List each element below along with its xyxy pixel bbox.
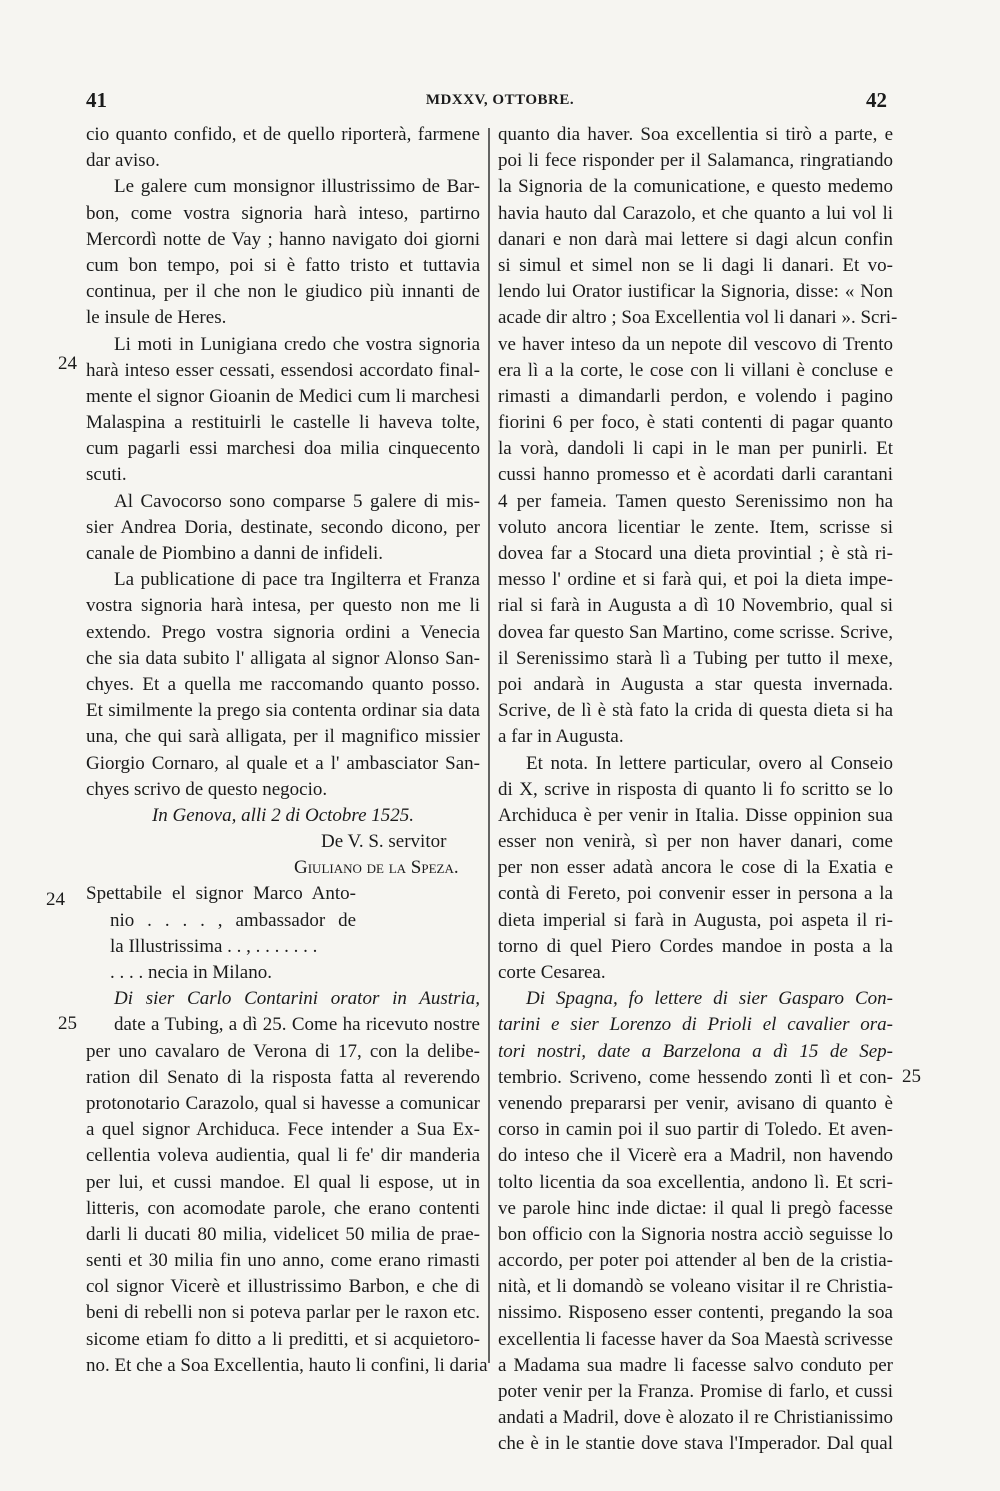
text-line: beni di rebelli non si poteva parlar per le raxon etc. — [86, 1302, 480, 1324]
text-line: Le galere cum monsignor illustrissimo de Bar- — [114, 176, 480, 198]
text-line: extendo. Prego vostra signoria ordini a Venecia — [86, 621, 480, 643]
text-line: date a Tubing, a dì 25. Come ha ricevuto nostre — [114, 1014, 480, 1036]
text-line: era lì a la corte, le cose con li villani è concluse e — [498, 359, 893, 381]
text-line: dar aviso. — [86, 150, 160, 172]
text-line: dovea far a Stocard una dieta provintial ; è stà ri- — [498, 543, 893, 564]
text-line: darli li ducati 80 milia, videlicet 50 milia de prae- — [86, 1223, 480, 1245]
text-line: bon officio con la Signoria nostra acciò seguisse lo — [498, 1223, 893, 1245]
text-line: nità, et li domandò se voleano visitar il re Christia- — [498, 1276, 893, 1298]
text-line: ve haver inteso da un nepote dil vescovo di Trento — [498, 333, 893, 355]
text-line: per non esser adatà ancora le cose di la Exatia e — [498, 857, 893, 879]
text-line: cussi hanno promesso et è acordati darli carantani — [498, 464, 893, 486]
signature-line: De V. S. servitor — [321, 831, 447, 853]
text-line: vostra signoria harà intesa, per questo non me li — [86, 595, 480, 617]
running-header: MDXXV, OTTOBRE. — [425, 92, 575, 108]
entry-heading: Di sier Carlo Contarini orator in Austria, — [114, 988, 480, 1010]
margin-note: 25 — [58, 1013, 77, 1034]
text-line: 4 per fameia. Tamen questo Serenissimo non ha — [498, 490, 893, 512]
text-line: torno di quel Piero Cordes mandoe in posta a la — [498, 935, 893, 957]
text-line: la vorà, dandoli li capi in le man per punirli. Et — [498, 438, 893, 460]
text-line: per lui, et cussi mandoe. El qual li espose, ut in — [86, 1171, 480, 1193]
margin-note: 24 — [58, 353, 77, 374]
text-line: protonotario Carazolo, qual si havesse a comunicar — [86, 1092, 480, 1114]
text-line: una, che qui sarà alligata, per il magnifico missier — [86, 726, 480, 748]
text-line: rial si farà in Augusta a dì 10 Novembrio, qual si — [498, 595, 893, 617]
text-line: bon, come vostra signoria harà inteso, partirno — [86, 202, 480, 224]
right-page-number: 42 — [866, 88, 887, 112]
text-line: danari e non darà mai lettere si dagi alcun confin — [498, 228, 893, 250]
right-column — [498, 122, 898, 1458]
text-line: a Madama sua madre li facesse salvo conduto per — [498, 1354, 893, 1376]
text-line: corso in camin poi il suo partir di Toledo. Et aven- — [498, 1119, 893, 1141]
text-line: voluto ancora licentiar le zente. Item, scrisse si — [498, 516, 893, 538]
text-line: per uno cavalaro de Verona di 17, con la delibe- — [86, 1040, 480, 1062]
text-line: cio quanto confido, et de quello riporterà, farmene — [86, 124, 480, 145]
text-line: tolto licentia da soa excellentia, andono lì. Et scri- — [498, 1171, 893, 1193]
text-line: dieta imperial si farà in Augusta, poi aspeta il ri- — [498, 909, 893, 931]
text-line: continua, per il che non le giudico più innanti de — [86, 281, 480, 303]
text-line: chyes. Et a quella me raccomando quanto posso. — [86, 673, 480, 695]
text-line: lendo lui Orator iustificar la Signoria, disse: « Non — [498, 281, 893, 303]
text-line: corte Cesarea. — [498, 962, 606, 983]
text-line: havia hauto dal Carazolo, et che quanto a lui vol li — [498, 202, 893, 224]
text-line: la Signoria de la comunicatione, e questo medemo — [498, 176, 893, 198]
text-line: cum pagarli essi marchesi doa milia cinquecento — [86, 438, 480, 460]
text-line: venendo prepararsi per venir, avisano di quanto è — [498, 1092, 893, 1114]
text-line: a far in Augusta. — [498, 726, 624, 748]
text-line: le insule de Heres. — [86, 307, 227, 329]
text-line: cellentia voleva audientia, qual li fe' dir manderia — [86, 1145, 480, 1167]
text-line: cum bon tempo, poi si è fatto tristo et tuttavia — [86, 254, 480, 276]
text-line: canale de Piombino a danni de infideli. — [86, 543, 384, 564]
text-line: Archiduca è per venir in Italia. Disse oppinion sua — [498, 804, 893, 826]
entry-heading: Di Spagna, fo lettere di sier Gasparo Con- — [526, 988, 893, 1010]
left-column — [86, 122, 488, 1379]
text-line: Giorgio Cornaro, al quale et a l' ambasciator San- — [86, 752, 480, 774]
text-line: accordo, per poter poi attender al ben de la cristia- — [498, 1250, 893, 1272]
text-line: poter venir per la Franza. Promise di farlo, et cussi — [498, 1381, 893, 1402]
text-line: Mercordì notte de Vay ; hanno navigato doi giorni — [86, 228, 480, 250]
text-line: La publicatione di pace tra Ingilterra et Franza — [114, 569, 480, 591]
text-line: rimasti a dimandarli perdon, e volendo i pagino — [498, 385, 893, 407]
text-line: no. Et che a Soa Excellentia, hauto li confini, li daria — [86, 1354, 488, 1376]
text-line: excellentia li facesse haver da Soa Maestà scrivesse — [498, 1328, 893, 1350]
text-line: col signor Vicerè et illustrissimo Barbon, e che di — [86, 1276, 480, 1298]
text-line: contà di Fereto, poi convenir esser in persona a la — [498, 883, 893, 905]
text-line: scuti. — [86, 464, 127, 486]
text-line: do inteso che il Vicerè era a Madril, non havendo — [498, 1145, 893, 1167]
dateline: In Genova, alli 2 di Octobre 1525. — [151, 804, 415, 826]
entry-heading: tarini e sier Lorenzo di Prioli el cavalier ora- — [498, 1014, 893, 1036]
text-line: sicome etiam fo ditto a li preditti, et si acquietoro- — [86, 1328, 480, 1350]
text-line: Malaspina a restituirli le castelle li haveva tolte, — [86, 412, 480, 434]
text-line: poi li fece risponder per il Salamanca, ringratiando — [498, 150, 893, 172]
column-rule — [488, 128, 490, 1363]
signature-name: Giuliano de la Speza. — [294, 857, 459, 879]
text-line: acade dir altro ; Soa Excellentia vol li danari ». Scri- — [498, 307, 898, 329]
text-line: nissimo. Risposeno esser contenti, pregando la soa — [498, 1302, 893, 1324]
text-line: poi andarà in Augusta a star questa invernada. — [498, 673, 893, 695]
address-line: la Illustrissima . . , . . . . . . . — [110, 935, 318, 957]
address-line: Spettabile el signor Marco Anto- — [86, 883, 356, 905]
text-line: il Serenissimo starà lì a Tubing per tutto il mexe, — [498, 647, 893, 669]
text-line: Et nota. In lettere particular, overo al Conseio — [526, 752, 893, 774]
text-line: si simul et simel non se li dagi li danari. Et vo- — [498, 254, 893, 276]
text-line: harà inteso esser cessati, essendosi accordato final- — [86, 359, 480, 381]
address-line: nio . . . . , ambassador de — [110, 909, 356, 931]
text-line: messo l' ordine et si farà qui, et poi la dieta impe- — [498, 569, 893, 591]
text-line: che sia data subito l' alligata al signor Alonso San- — [86, 647, 480, 669]
margin-note: 24 — [46, 889, 65, 910]
text-line: tembrio. Scriveno, come hessendo zonti lì et con- — [498, 1066, 893, 1088]
entry-heading: tori nostri, date a Barzelona a dì 15 de Sep- — [498, 1040, 893, 1062]
text-line: Al Cavocorso sono comparse 5 galere di mis- — [114, 490, 480, 512]
text-line: litteris, con acomodate parole, che erano contenti — [86, 1197, 480, 1219]
text-line: senti et 30 milia fin uno anno, come erano rimasti — [86, 1250, 480, 1272]
text-line: fiorini 6 per foco, è stati contenti di pagar quanto — [498, 412, 893, 434]
text-line: dovea far questo San Martino, come scrisse. Scrive, — [498, 621, 893, 643]
text-line: sier Andrea Doria, destinate, secondo dicono, per — [86, 516, 480, 538]
text-line: ration dil Senato di la risposta fatta al reverendo — [86, 1066, 480, 1088]
text-line: mente el signor Gioanin de Medici cum li marchesi — [86, 385, 480, 407]
address-line: . . . . necia in Milano. — [110, 962, 272, 983]
text-line: Li moti in Lunigiana credo che vostra signoria — [114, 333, 480, 355]
text-line: a quel signor Archiduca. Fece intender a Sua Ex- — [86, 1119, 480, 1141]
text-line: esser non venirà, sì per non haver danari, come — [498, 831, 893, 853]
text-line: chyes scrivo de questo negocio. — [86, 778, 328, 800]
text-line: ve parole hinc inde dictae: il qual li pregò facesse — [498, 1197, 893, 1219]
text-line: che è in le stantie dove stava l'Imperador. Dal qual — [498, 1433, 893, 1455]
left-page-number: 41 — [86, 88, 107, 112]
text-line: Et similmente la prego sia contenta ordinar sia data — [86, 700, 480, 722]
text-line: quanto dia haver. Soa excellentia si tirò a parte, e — [498, 124, 893, 145]
text-line: di X, scrive in risposta di quanto li fo scritto se lo — [498, 778, 893, 800]
text-line: Scrive, de lì è stà fato la crida di questa dieta si ha — [498, 700, 893, 722]
text-line: andati a Madril, dove è alozato il re Christianissimo — [498, 1407, 893, 1429]
margin-note: 25 — [902, 1066, 921, 1087]
